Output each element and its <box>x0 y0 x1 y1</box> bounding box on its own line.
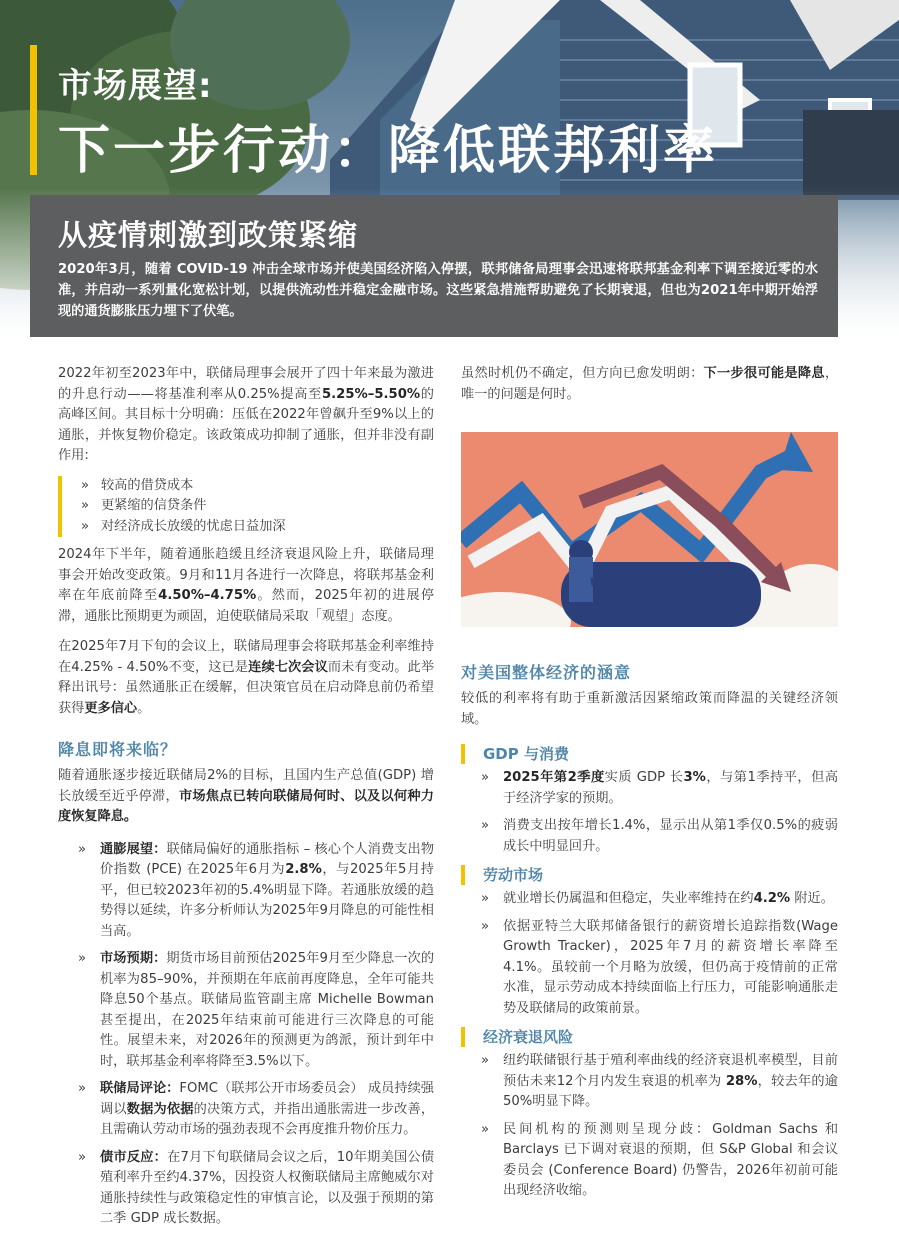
list-item: » 更紧缩的信贷条件 <box>81 496 434 517</box>
recession-list <box>461 1051 838 1202</box>
list-item: » 2025年第2季度实质 GDP 长3%，与第1季持平，但高于经济学家的预期。 <box>481 768 838 809</box>
right-column <box>461 364 838 405</box>
page-title: 下一步行动：降低联邦利率 <box>58 121 719 181</box>
list-item: » 依据亚特兰大联邦储备银行的薪资增长追踪指数(Wage Growth Tracker)，2025年7月的薪资增长率降至4.1%。虽较前一个月略为放缓，但仍高于疫情前的正常水准，显示劳动成本持续面临上行压力，可能影响通胀走势及联储局的政策前景。 <box>481 917 838 1020</box>
subheading-labor: 劳动市场 <box>461 865 838 885</box>
intro-banner <box>30 195 838 337</box>
banner-text: 2020年3月，随着 COVID-19 冲击全球市场并使美国经济陷入停摆，联邦储备局理事会迅速将联邦基金利率下调至接近零的水准，并启动一系列量化宽松计划，以提供流动性并稳定金融市场。这些紧急措施帮助避免了长期衰退，但也为2021年中期开始浮现的通货膨胀压力埋下了伏笔。 <box>58 262 818 319</box>
left-column <box>58 364 434 1237</box>
trend-illustration <box>461 432 838 627</box>
right-column-lower <box>461 660 838 1209</box>
list-item: » 联储局评论：FOMC（联邦公开市场委员会） 成员持续强调以数据为依据的决策方式，并指出通胀需进一步改善，且需确认劳动市场的强劲表现不会再度推升物价压力。 <box>78 1079 434 1141</box>
list-item: » 对经济成长放缓的忧虑日益加深 <box>81 517 434 538</box>
list-item: » 纽约联储银行基于殖利率曲线的经济衰退机率模型，目前预估未来12个月内发生衰退的机率为 28%，较去年的逾50%明显下降。 <box>481 1051 838 1113</box>
subheading-gdp: GDP 与消费 <box>461 744 838 764</box>
paragraph-impact: 较低的利率将有助于重新激活因紧缩政策而降温的关键经济领域。 <box>461 691 838 727</box>
paragraph-hike: 2022年初至2023年中，联储局理事会展开了四十年来最为激进的升息行动——将基准利率从0.25%提高至5.25%–5.50%的高峰区间。其目标十分明确：压低在2022年曾飙升至9%以上的通胀，并恢复物价稳定。该政策成功抑制了通胀，但并非没有副作用: <box>58 366 434 463</box>
list-item: » 就业增长仍属温和但稳定，失业率维持在约4.2% 附近。 <box>481 889 838 910</box>
labor-list <box>461 889 838 1019</box>
list-item: » 消费支出按年增长1.4%，显示出从第1季仅0.5%的疲弱成长中明显回升。 <box>481 816 838 857</box>
list-item: » 民间机构的预测则呈现分歧：Goldman Sachs 和 Barclays 已下调对衰退的预期，但 S&P Global 和会议委员会 (Conference Board) 仍警告，2026年初前可能出现经济收缩。 <box>481 1120 838 1202</box>
list-item: » 通膨展望：联储局偏好的通胀指标 – 核心个人消费支出物价指数 (PCE) 在2025年6月为2.8%，与2025年5月持平，但已较2023年初的5.4%明显下降。若通胀放缓的趋势得以延续，许多分析师认为2025年9月降息的可能性相当高。 <box>78 840 434 943</box>
subheading-recession: 经济衰退风险 <box>461 1027 838 1047</box>
heading-impact: 对美国整体经济的涵意 <box>461 663 632 682</box>
side-effects-list <box>58 476 434 538</box>
outlook-list <box>58 840 434 1230</box>
list-item: » 债市反应：在7月下旬联储局会议之后，10年期美国公债殖利率升至约4.37%，因投资人权衡联储局主席鲍威尔对通胀持续性与政策稳定性的审慎言论，以及强于预期的第二季 GDP 成长数据。 <box>78 1148 434 1230</box>
heading-rate-cut: 降息即将来临？ <box>58 740 178 759</box>
paragraph-shift: 2024年下半年，随着通胀趋缓且经济衰退风险上升，联储局理事会开始改变政策。9月和11月各进行一次降息，将联邦基金利率在年底前降至4.50%–4.75%。然而，2025年初的进展停滞，通胀比预期更为顽固，迫使联储局采取「观望」态度。 <box>58 547 435 624</box>
paragraph-direction: 虽然时机仍不确定，但方向已愈发明朗：下一步很可能是降息，唯一的问题是何时。 <box>461 366 839 402</box>
title-accent-bar <box>30 45 37 175</box>
paragraph-july-meeting: 在2025年7月下旬的会议上，联储局理事会将联邦基金利率维持在4.25% - 4.50%不变，这已是连续七次会议而未有变动。此举释出讯号：虽然通胀正在缓解，但决策官员在启动降息前仍希望获得更多信心。 <box>58 639 435 716</box>
gdp-list <box>461 768 838 857</box>
banner-title: 从疫情刺激到政策紧缩 <box>58 218 359 252</box>
list-item: » 较高的借贷成本 <box>81 476 434 497</box>
arrows-illustration <box>461 432 838 627</box>
paragraph-focus: 随着通胀逐步接近联储局2%的目标，且国内生产总值(GDP) 增长放缓至近乎停滞，市场焦点已转向联储局何时、以及以何种力度恢复降息。 <box>58 768 434 824</box>
page-kicker: 市场展望: <box>58 66 213 106</box>
list-item: » 市场预期：期货市场目前预估2025年9月至少降息一次的机率为85–90%，并预期在年底前再度降息，全年可能共降息50个基点。联储局监管副主席 Michelle Bowman 甚至提出，在2025年结束前可能进行三次降息的可能性。展望未来，对2026年的预测更为鸽派，预计到年中时，联邦基金利率将降至3.5%以下。 <box>78 949 434 1072</box>
